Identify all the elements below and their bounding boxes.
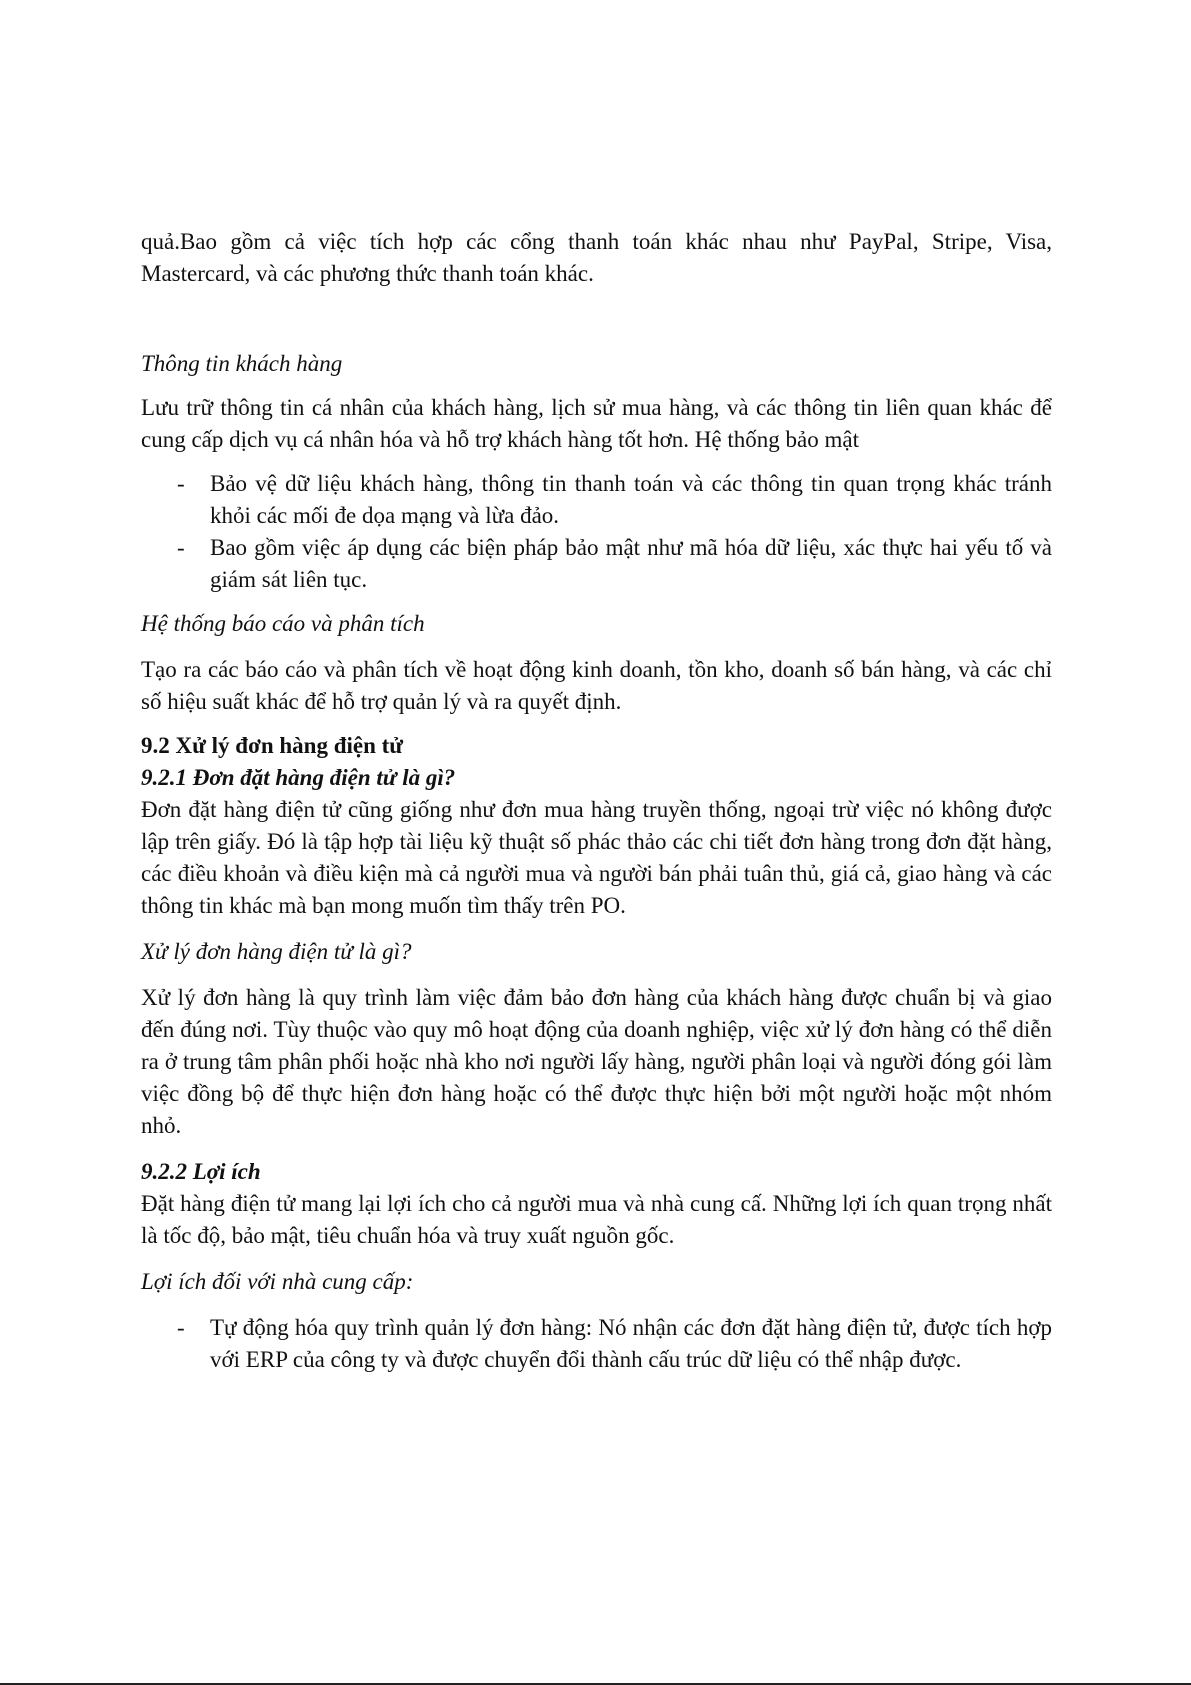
- section-9-2-1-heading: 9.2.1 Đơn đặt hàng điện tử là gì?: [141, 765, 456, 790]
- section-9-2-1-paragraph: Đơn đặt hàng điện tử cũng giống như đơn mua hàng truyền thống, ngoại trừ việc nó không được lập trên giấy. Đó là tập hợp tài liệu kỹ thuật số phác thảo các chi tiết đơn hàng trong đơn đặt hàng, các điều khoản và điều kiện mà cả người mua và người bán phải tuân thủ, giá cả, giao hàng và các thông tin khác mà bạn mong muốn tìm thấy trên PO.: [141, 797, 1052, 918]
- intro-paragraph: quả.Bao gồm cả việc tích hợp các cổng thanh toán khác nhau như PayPal, Stripe, Visa, Mastercard, và các phương thức thanh toán khác.: [141, 229, 1052, 286]
- list-item: [141, 532, 1052, 596]
- document-page: [141, 226, 1052, 1376]
- section-9-2-heading: 9.2 Xử lý đơn hàng điện tử: [141, 733, 404, 758]
- customer-info-heading: Thông tin khách hàng: [141, 351, 343, 376]
- list-item-text: Tự động hóa quy trình quản lý đơn hàng: Nó nhận các đơn đặt hàng điện tử, được tích hợp với ERP của công ty và được chuyển đổi thành cấu trúc dữ liệu có thể nhập được.: [210, 1315, 1052, 1372]
- security-list: [141, 468, 1052, 596]
- list-item: [141, 468, 1052, 532]
- reporting-paragraph: Tạo ra các báo cáo và phân tích về hoạt động kinh doanh, tồn kho, doanh số bán hàng, và các chỉ số hiệu suất khác để hỗ trợ quản lý và ra quyết định.: [141, 657, 1052, 714]
- list-item-text: Bao gồm việc áp dụng các biện pháp bảo mật như mã hóa dữ liệu, xác thực hai yếu tố và giám sát liên tục.: [210, 535, 1052, 592]
- processing-paragraph: Xử lý đơn hàng là quy trình làm việc đảm bảo đơn hàng của khách hàng được chuẩn bị và giao đến đúng nơi. Tùy thuộc vào quy mô hoạt động của doanh nghiệp, việc xử lý đơn hàng có thể diễn ra ở trung tâm phân phối hoặc nhà kho nơi người lấy hàng, người phân loại và người đóng gói làm việc đồng bộ để thực hiện đơn hàng hoặc có thể được thực hiện bởi một người hoặc một nhóm nhỏ.: [141, 985, 1052, 1138]
- list-dash: -: [177, 1315, 185, 1340]
- supplier-benefits-heading: Lợi ích đối với nhà cung cấp:: [141, 1269, 414, 1294]
- list-item: [141, 1312, 1052, 1376]
- supplier-benefits-list: [141, 1312, 1052, 1376]
- processing-heading: Xử lý đơn hàng điện tử là gì?: [141, 939, 412, 964]
- section-9-2-2-paragraph: Đặt hàng điện tử mang lại lợi ích cho cả người mua và nhà cung cấ. Những lợi ích quan trọng nhất là tốc độ, bảo mật, tiêu chuẩn hóa và truy xuất nguồn gốc.: [141, 1191, 1052, 1248]
- list-item-text: Bảo vệ dữ liệu khách hàng, thông tin thanh toán và các thông tin quan trọng khác tránh khỏi các mối đe dọa mạng và lừa đảo.: [210, 471, 1052, 528]
- list-dash: -: [177, 535, 185, 560]
- reporting-heading: Hệ thống báo cáo và phân tích: [141, 611, 425, 636]
- list-dash: -: [177, 471, 185, 496]
- section-9-2-2-heading: 9.2.2 Lợi ích: [141, 1159, 261, 1184]
- customer-info-paragraph: Lưu trữ thông tin cá nhân của khách hàng, lịch sử mua hàng, và các thông tin liên quan khác để cung cấp dịch vụ cá nhân hóa và hỗ trợ khách hàng tốt hơn. Hệ thống bảo mật: [141, 395, 1052, 452]
